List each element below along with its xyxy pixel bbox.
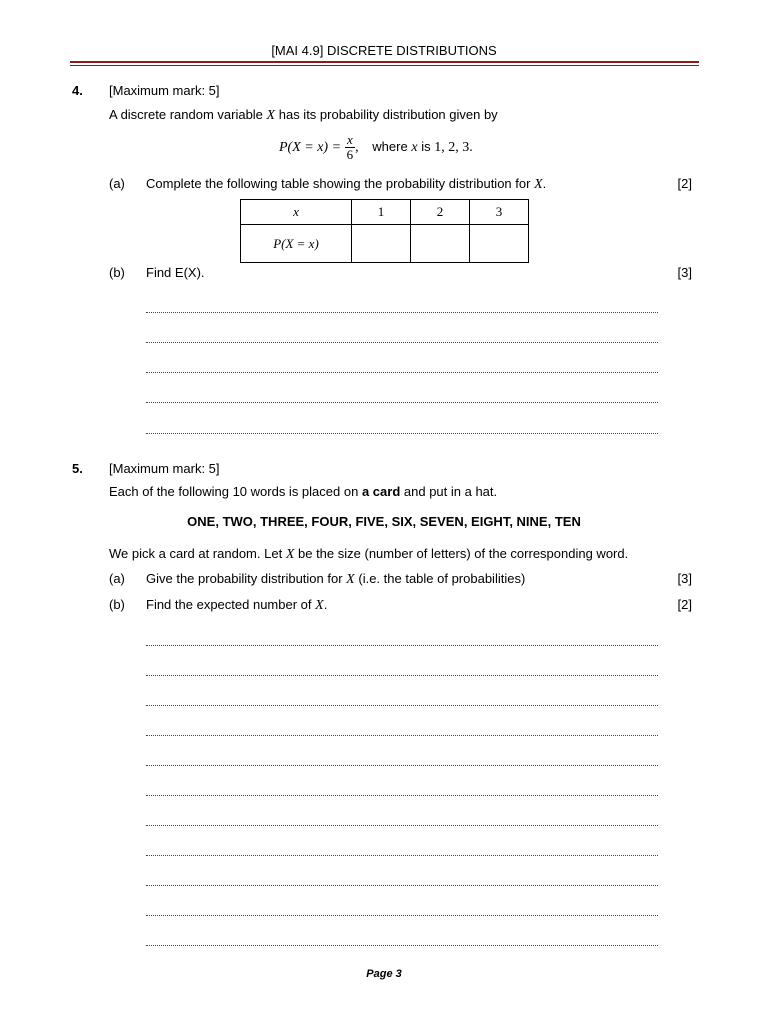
table-row — [241, 225, 529, 263]
q4-part-b-mark: [3] — [677, 265, 692, 280]
q5-max-mark: [Maximum mark: 5] — [109, 461, 220, 476]
q5-part-b-mark: [2] — [677, 597, 692, 612]
table-answer-cell[interactable] — [352, 225, 411, 263]
answer-line[interactable] — [146, 645, 658, 646]
q5-words-list: ONE, TWO, THREE, FOUR, FIVE, SIX, SEVEN, EIGHT, NINE, TEN — [187, 514, 581, 529]
q4-formula — [279, 130, 473, 165]
q5-part-b-var: X — [315, 598, 324, 613]
table-col-1: 1 — [352, 200, 411, 225]
q5-part-b-end: . — [323, 597, 328, 612]
table-header-x: x — [241, 200, 352, 225]
q4-formula-is: is — [421, 139, 431, 154]
header-rule-thick — [70, 61, 699, 63]
table-col-3: 3 — [470, 200, 529, 225]
q5-pick-suffix: be the size (number of letters) of the corresponding word. — [298, 546, 629, 561]
answer-line[interactable] — [146, 945, 658, 946]
q5-number: 5. — [72, 461, 83, 476]
q4-part-a-mark: [2] — [677, 176, 692, 191]
q5-intro-suffix: and put in a hat. — [403, 484, 498, 499]
q4-intro-var: X — [266, 108, 276, 123]
answer-line[interactable] — [146, 885, 658, 886]
answer-line[interactable] — [146, 705, 658, 706]
q5-part-a-text-main: Give the probability distribution for — [146, 571, 343, 586]
q4-formula-values: 1, 2, 3. — [434, 140, 473, 155]
q4-formula-denominator: 6 — [346, 147, 354, 163]
q5-part-b-text-main: Find the expected number of — [146, 597, 312, 612]
header-rule-thin — [70, 65, 699, 66]
q4-intro — [109, 107, 498, 124]
q4-formula-lhs: P(X = x) = — [279, 140, 342, 155]
q4-formula-numerator: x — [345, 133, 356, 148]
q4-formula-where: where — [372, 139, 408, 154]
q4-formula-fraction — [345, 133, 356, 162]
answer-line[interactable] — [146, 433, 658, 434]
page-number: Page 3 — [366, 968, 402, 980]
q5-intro-bold: a card — [361, 484, 401, 499]
q5-pick — [109, 546, 628, 563]
q4-max-mark: [Maximum mark: 5] — [109, 83, 220, 98]
table-answer-cell[interactable] — [411, 225, 470, 263]
q5-intro — [109, 484, 497, 499]
q4-part-a-label: (a) — [109, 176, 125, 191]
answer-line[interactable] — [146, 402, 658, 403]
q5-part-b-text — [146, 597, 327, 614]
q5-pick-var: X — [285, 547, 295, 562]
q5-part-a-mark: [3] — [677, 571, 692, 586]
q5-part-a-suffix: (i.e. the table of probabilities) — [358, 571, 526, 586]
answer-line[interactable] — [146, 372, 658, 373]
q5-part-a-var: X — [346, 572, 355, 587]
table-col-2: 2 — [411, 200, 470, 225]
probability-table — [240, 199, 529, 263]
q4-part-a-var: X — [534, 177, 543, 192]
q4-part-a-text-main: Complete the following table showing the probability distribution for — [146, 176, 531, 191]
q4-part-a-text — [146, 176, 546, 193]
q4-formula-comma: , — [355, 140, 359, 155]
answer-line[interactable] — [146, 795, 658, 796]
q5-part-a-text — [146, 571, 525, 588]
answer-line[interactable] — [146, 735, 658, 736]
q4-part-b-text: Find E(X). — [146, 265, 205, 280]
q5-intro-prefix: Each of the following 10 words is placed on — [109, 484, 359, 499]
page-header-title: [MAI 4.9] DISCRETE DISTRIBUTIONS — [271, 43, 497, 58]
q4-part-b-label: (b) — [109, 265, 125, 280]
q4-number: 4. — [72, 83, 83, 98]
q5-part-b-label: (b) — [109, 597, 125, 612]
q4-intro-suffix: has its probability distribution given by — [278, 107, 498, 122]
q4-intro-prefix: A discrete random variable — [109, 107, 263, 122]
q4-formula-x: x — [411, 140, 418, 155]
q5-pick-prefix: We pick a card at random. Let — [109, 546, 283, 561]
table-header-p: P(X = x) — [241, 225, 352, 263]
answer-line[interactable] — [146, 312, 658, 313]
answer-line[interactable] — [146, 675, 658, 676]
answer-line[interactable] — [146, 342, 658, 343]
table-row — [241, 200, 529, 225]
answer-line[interactable] — [146, 855, 658, 856]
q4-part-a-end: . — [542, 176, 547, 191]
table-answer-cell[interactable] — [470, 225, 529, 263]
q5-part-a-label: (a) — [109, 571, 125, 586]
answer-line[interactable] — [146, 825, 658, 826]
answer-line[interactable] — [146, 915, 658, 916]
answer-line[interactable] — [146, 765, 658, 766]
